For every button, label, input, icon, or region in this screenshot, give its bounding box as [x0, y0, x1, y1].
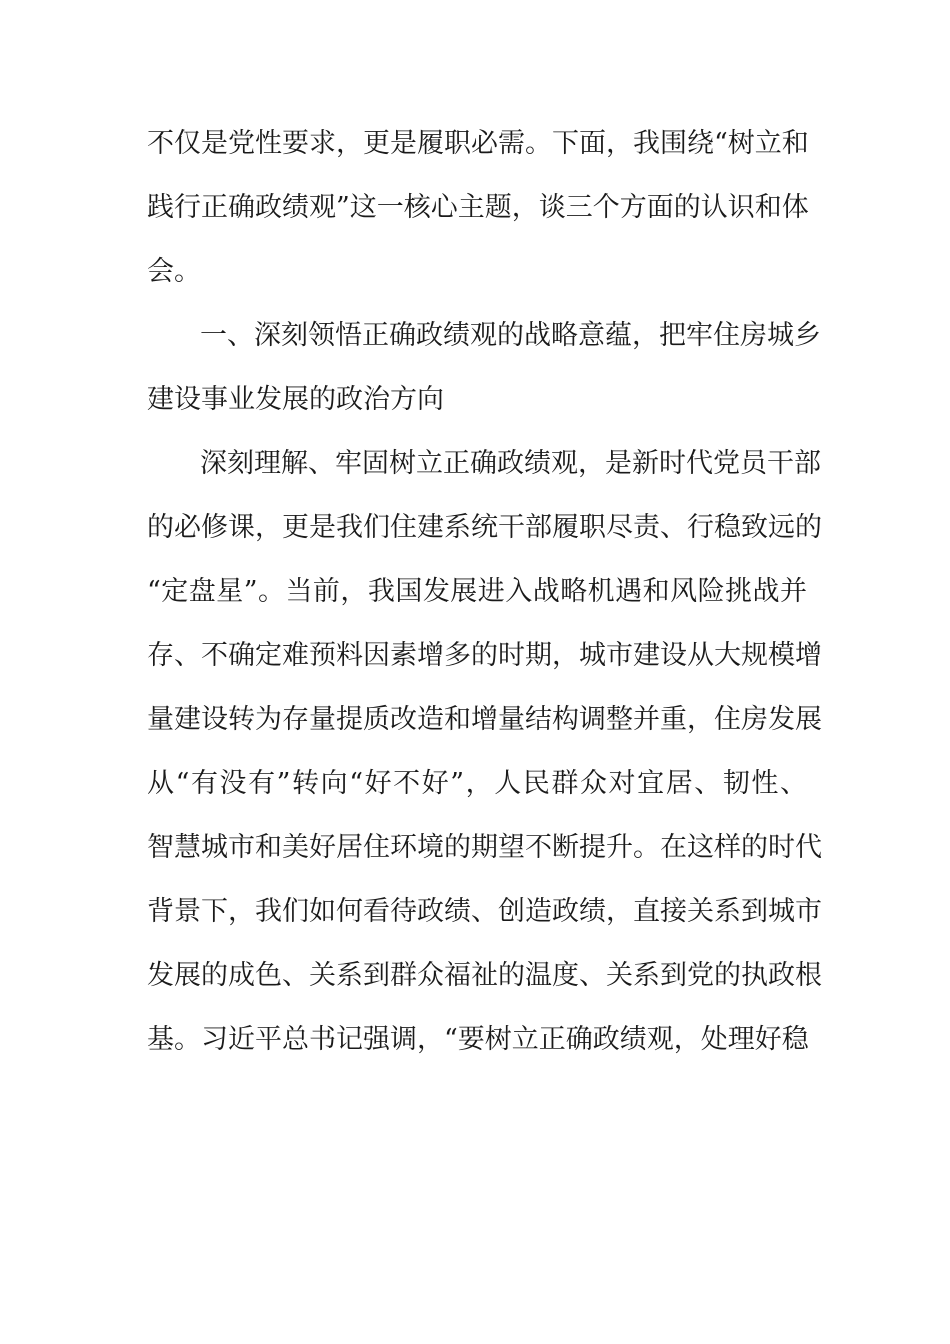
section-heading-line: 建设事业发展的政治方向 — [147, 384, 444, 415]
paragraph-line: 深刻理解、牢固树立正确政绩观，是新时代党员干部 — [200, 448, 821, 479]
paragraph-line: 的必修课，更是我们住建系统干部履职尽责、行稳致远的 — [147, 512, 822, 543]
section-heading-line: 一、深刻领悟正确政绩观的战略意蕴，把牢住房城乡 — [200, 320, 821, 351]
paragraph-line: 不仅是党性要求，更是履职必需。下面，我围绕“树立和 — [147, 128, 809, 159]
document-body — [147, 112, 822, 1072]
paragraph-line: 从“有没有”转向“好不好”，人民群众对宜居、韧性、 — [147, 768, 807, 799]
paragraph-line: “定盘星”。当前，我国发展进入战略机遇和风险挑战并 — [147, 576, 807, 607]
paragraph-line: 存、不确定难预料因素增多的时期，城市建设从大规模增 — [147, 640, 822, 671]
paragraph-line: 发展的成色、关系到群众福祉的温度、关系到党的执政根 — [147, 960, 822, 991]
paragraph-line: 量建设转为存量提质改造和增量结构调整并重，住房发展 — [147, 704, 822, 735]
paragraph-line: 会。 — [147, 256, 201, 287]
paragraph-line: 基。习近平总书记强调，“要树立正确政绩观，处理好稳 — [147, 1024, 809, 1055]
paragraph-line: 背景下，我们如何看待政绩、创造政绩，直接关系到城市 — [147, 896, 822, 927]
paragraph-line: 践行正确政绩观”这一核心主题，谈三个方面的认识和体 — [147, 192, 809, 223]
paragraph-line: 智慧城市和美好居住环境的期望不断提升。在这样的时代 — [147, 832, 822, 863]
